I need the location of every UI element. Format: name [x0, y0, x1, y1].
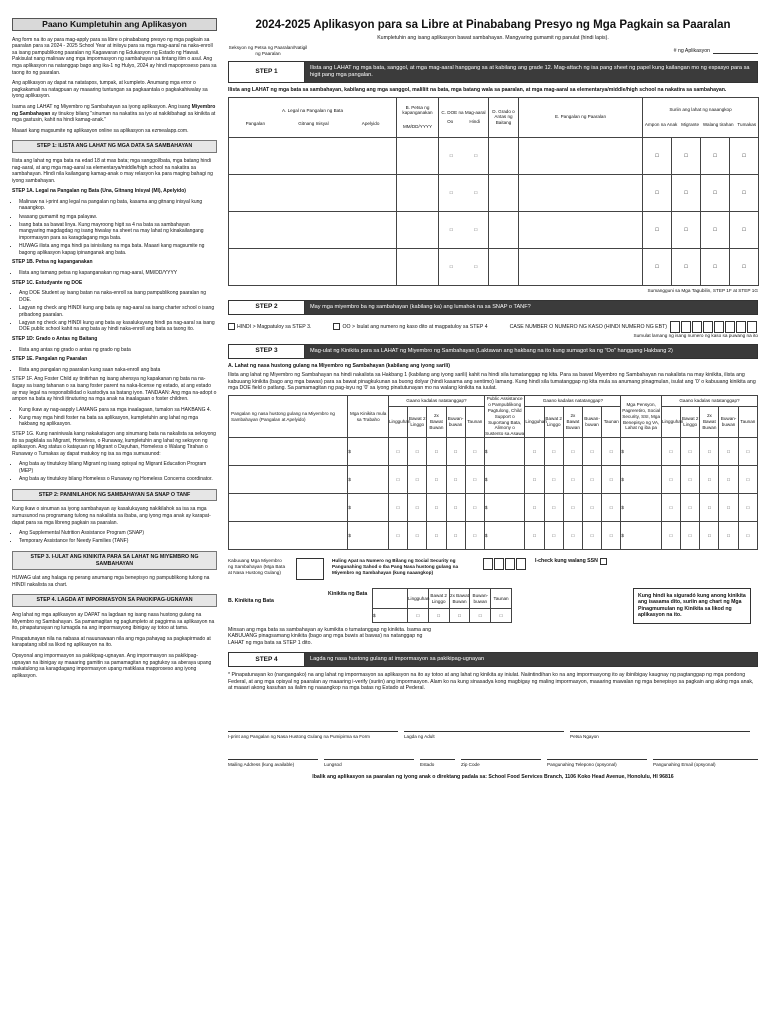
child-income-table: Lingguhan Bawat 2 Linggo 2x Bawat Buwan Buwan-buwan Taunan $ □ □ □ □ □ — [372, 588, 512, 623]
certification-text: * Pinapatunayan ko (nangangako) na ang lahat ng impormasyon sa aplikasyon na ito ay totoo at ang lahat ng kinikita ay iniulat. Naiintindihan ko na ang impormasyong ito ay ibinibigay kaugnay ng pagtanggap ng mga pondong Federal, at ang mga opisyal ng paaralan ay maaaring i-verify (suriin) ang impormasyon. Alam ko na kung sinasadya kong magbigay ng maling impormasyon, maaaring mawalan ng mga benepisyo sa pagkain ang aking mga anak, at maaari akong kasuhan sa ilalim ng naaangkop na mga batas ng Estado at Pederal. — [228, 672, 754, 692]
homeless-checkbox[interactable]: ☐ — [701, 211, 730, 248]
step1g-text: STEP 1G. Kung naniniwala kang nakakatugon ang sinumang bata na nakalista sa seksyong ito sa pagkilala sa Migrant, Homeless, o Runaway, kumpletuhin ang lahat ng seksyon ng aplikasyon. Ang status o katayuan ng Migrant o Dayuhan, Homeless o Walang Tirahan o Runaway o Tumakas ay dapat matukoy ng isa sa mga sumusunod: — [12, 431, 216, 457]
form-title: 2024-2025 Aplikasyon para sa Libre at Pinababang Presyo ng Mga Pagkain sa Paaralan — [255, 19, 731, 31]
step4-text: Opsyonal ang impormasyon sa pakikipag-ugnayan. Ang impormasyon sa pakikipag-ugnayan na ibinigay ay maaaring gamitin sa pamamagitan ng pagtukoy sa aberaya upang makatulong sa karagdagang impormasyon upang matiklasa mapproseso ang iyong aplikasyon. — [12, 652, 212, 679]
freq-yearly: Taunan — [738, 406, 757, 437]
step3a-heading: A. Lahat ng nasa hustong gulang na Miyembro ng Sambahayan (kabilang ang iyong sarili) — [228, 362, 450, 369]
step4-bar — [228, 652, 758, 667]
step1b-list — [19, 270, 217, 277]
migrant-checkbox[interactable]: ☐ — [672, 174, 701, 211]
freq-biweekly: Bawat 2 Linggo — [408, 406, 427, 437]
adult-income-table — [228, 395, 758, 550]
grade-field[interactable] — [489, 248, 519, 285]
doe-yes-checkbox[interactable]: □ — [449, 152, 453, 158]
app-number-field[interactable] — [713, 48, 758, 54]
return-address: Ibalik ang aplikasyon sa paaralan ng iyong anak o direktang padala sa: School Food Services Branch, 1106 Koko Head Avenue, Honolulu, HI 96816 — [312, 774, 674, 781]
pension-income-field[interactable]: $ — [621, 494, 662, 522]
step3a-text: Ilista ang lahat ng Miyembro ng Sambahayan na hindi nakalista sa Hakbang 1 (kabilang ang iyong sarili) kahit na hindi sila tumatanggap ng kita. Para sa bawat Miyembro ng Sambahayan na nakalista na may kinikita, ilista ang kabuuang kinikita (bago ang mga bawas) para sa bawat pinagkukunan sa buong dolyar (hindi kasama ang sentimo) lamang. Kung hindi sila tumatanggap ng kita mula sa anumang pinagmulan, isulat ang '0' o kabuuang kinikita ang mga DOE field o patlang. Sa pamamagitan ng pag-isyu ng '0' sa iyong pinatutunayan mo na walang kinikita na iuulat. — [228, 372, 756, 392]
step2-yes-option[interactable]: OO > Isulat ang numero ng kaso dito at magpatuloy sa STEP 4 — [333, 323, 487, 330]
instructions-column — [12, 18, 217, 683]
office-use-label: Seksyon ng Petsa ng Paaralan/Natigil ng Paaralan — [228, 45, 308, 57]
case-digit-box[interactable] — [736, 321, 746, 333]
adult-name-field[interactable] — [229, 438, 348, 466]
step2-no-option[interactable]: HINDI > Magpatuloy sa STEP 3. — [228, 323, 311, 330]
step1-subtext: Ilista ang LAHAT ng mga bata sa sambahayan, kabilang ang mga sanggol, maliliit na bata, mga batang wala sa paaralan, at mga mag-aaral sa elementarya/middle/high school na nakatira sa sambahayan. — [228, 87, 727, 94]
step4-instruction: Lagda ng nasa hustong gulang at impormasyon sa pakikipag-ugnayan — [305, 653, 757, 666]
step1-header: STEP 1: ILISTA ANG LAHAT NG MGA DATA SA SAMBAHAYAN — [12, 140, 217, 153]
doe-no-checkbox[interactable]: □ — [474, 263, 478, 269]
list-item: • Malinaw na i-print ang legal na pangalan ng bata, kasama ang gitnang inisyal kung naaangkop. — [19, 199, 217, 212]
ssn-digit-box[interactable] — [505, 558, 515, 570]
step1c-heading: STEP 1C. Estudyante ng DOE — [12, 279, 83, 286]
freq-biweekly: Bawat 2 Linggo — [544, 406, 563, 437]
step1a-list — [19, 199, 217, 257]
homeless-checkbox[interactable]: ☐ — [701, 174, 730, 211]
no-ssn-option[interactable]: I-check kung walang SSN — [535, 558, 607, 565]
runaway-checkbox[interactable]: ☐ — [730, 248, 759, 285]
step1-text: Ilista ang lahat ng mga bata na edad 18 at mas bata; mga sanggol/bata, mga batang hindi nag-aaral, at ang mga mag-aaral sa elementarya/middle/high school na nakatira sa sambahayan. Hindi nila kailangang kamag-anak o may relasyon ka para maging bahagi ng iyong sambahayan. — [12, 157, 213, 184]
homeless-checkbox[interactable]: ☐ — [701, 248, 730, 285]
ssn-digit-box[interactable] — [483, 558, 493, 570]
assistance-income-field[interactable]: $ — [484, 522, 525, 550]
migrant-checkbox[interactable]: ☐ — [672, 137, 701, 174]
form-column — [228, 18, 758, 781]
adult-name-field[interactable] — [229, 494, 348, 522]
step3b-heading: B. Kinikita ng Bata — [228, 598, 274, 605]
total-members-field[interactable] — [296, 558, 324, 580]
step3-instruction: Mag-ulat ng Kinikita para sa LAHAT ng Miyembro ng Sambahayan (Laktawan ang hakbang na ito kung sumagot ka ng "Oo" hanggang Hakbang 2) — [305, 345, 757, 358]
doe-no-checkbox[interactable]: □ — [474, 226, 478, 232]
table-row — [229, 248, 759, 285]
step4-label: STEP 4 — [229, 653, 305, 666]
phone-field[interactable]: Pangunahing Telepono (opsyonal) — [547, 759, 647, 768]
step1c-list — [19, 290, 217, 333]
signature-field[interactable]: Lagda ng Adult — [404, 731, 564, 740]
grade-field[interactable] — [489, 137, 519, 174]
grade-field[interactable] — [489, 211, 519, 248]
case-number-label: CASE NUMBER O NUMERO NG KASO (HINDI NUMERO NG EBT) — [509, 323, 667, 330]
foster-checkbox[interactable]: ☐ — [643, 174, 672, 211]
form-subtitle: Kumpletuhin ang isang aplikasyon bawat sambahayan. Mangyaring gumamit ng panulat (hindi lapis). — [377, 35, 609, 41]
list-item: • Ang bata ay tinutukoy bilang Migrant ng isang opisyal ng Migrant Education Program (MEP) — [19, 461, 217, 474]
migrant-checkbox[interactable]: ☐ — [672, 248, 701, 285]
mailing-address-field[interactable]: Mailing Address (kung available) — [228, 759, 318, 768]
children-table — [228, 97, 759, 286]
school-field[interactable] — [519, 137, 643, 174]
instructions-header: Paano Kumpletuhin ang Aplikasyon — [12, 18, 217, 31]
email-field[interactable]: Pangunahing Email (opsyonal) — [653, 759, 758, 768]
step1d-list — [19, 347, 217, 354]
list-item: • Ilista ang tamang petsa ng kapanganakan ng mag-aaral, MM/DD/YYYY — [19, 270, 217, 277]
step3-bar — [228, 344, 758, 359]
doe-no-checkbox[interactable]: □ — [474, 152, 478, 158]
step3-label: STEP 3 — [229, 345, 305, 358]
list-item: • Ang Supplemental Nutrition Assistance Program (SNAP) — [19, 530, 217, 537]
freq-yearly: Taunan — [465, 406, 484, 437]
freq-header: Gaano kadalas natatanggap? — [388, 396, 484, 406]
list-item: • Iwasang gumamit ng mga palayaw. — [19, 214, 217, 221]
intro-paragraph: Isama ang LAHAT ng Miyembro ng Sambahayan sa iyong aplikasyon. Ang isang Miyembro ng Sambahayan ay tinukoy bilang "sinuman na nakatira sa iyo at nakikibahagi sa kinikita at mga gastusin, kahit na hindi kamag-anak." — [12, 103, 216, 124]
freq-header: Gaano kadalas natatanggap? — [661, 396, 757, 406]
zip-field[interactable]: Zip Code — [461, 759, 541, 768]
homeless-checkbox[interactable]: ☐ — [701, 137, 730, 174]
work-income-field[interactable]: $ — [348, 466, 389, 494]
col-legal-name: A. Legal na Pangalan ng Bata Pangalan Gitnang Inisyal Apelyido — [229, 97, 397, 137]
step2-bar — [228, 300, 758, 315]
ssn-digit-box[interactable] — [494, 558, 504, 570]
step4-text: Pinapatunayan nila na nabasa at nauunawaan nila ang mga pahayag sa pagkapirmado at karapatang sibil sa likod ng aplikasyon na ito. — [12, 635, 211, 649]
dob-field[interactable] — [397, 211, 439, 248]
city-field[interactable]: Lungsod — [324, 759, 414, 768]
date-field[interactable]: Petsa Ngayon — [570, 731, 750, 740]
step4-header: STEP 4. LAGDA AT IMPORMASYON SA PAKIKIPAG-UGNAYAN — [12, 594, 217, 607]
col-doe-student: C. DOE na Mag-aaral Oo Hindi — [439, 97, 489, 137]
list-item: • Ilista ang pangalan ng paaralan kung saan naka-enroll ang bata — [19, 367, 217, 374]
name-field[interactable] — [229, 211, 397, 248]
work-income-field[interactable]: $ — [348, 494, 389, 522]
runaway-checkbox[interactable]: ☐ — [730, 174, 759, 211]
income-help-note: Kung hindi ka siguradó kung anong kinikita ang isasama dito, suriin ang chart ng Mga Pinagmumulan ng Kinikita sa likod ng aplikasyon na ito. — [633, 588, 751, 624]
freq-weekly: Lingguhan — [388, 406, 407, 437]
school-field[interactable] — [519, 174, 643, 211]
doe-yes-checkbox[interactable]: □ — [449, 189, 453, 195]
table-row — [229, 211, 759, 248]
col-work-income: Mga Kinikita mula sa Trabaho — [348, 396, 389, 438]
step2-header: STEP 2: PANINILAHOK NG SAMBAHAYAN SA SNAP O TANF — [12, 489, 217, 502]
intro-paragraph: Ang form na ito ay para mag-apply para sa libre o pinababang presyo ng mga pagkain sa paaralan para sa 2024 - 2025 School Year at iniisyu para sa mga mag-aaral na naka-enroll sa isang pampublikong paaralan ng Kagawaran ng Edukasyon ng Estado ng Hawaii. Pakisulat nang malinaw ang mga impormasyon ng sambahayan sa tintang itim o asul. Ang mga aplikasyon na natanggap bago ang ika-1 ng Hulyo, 2024 ay hindi mapoproseso para sa taong ito ng paaralan. — [12, 36, 217, 76]
case-digit-box[interactable] — [714, 321, 724, 333]
list-item: • Lagyan ng check ang HINDI kung ang bata ay nag-aaral sa isang charter school o isang pribadong paaralan. — [19, 305, 217, 318]
table-row — [229, 174, 759, 211]
work-income-field[interactable]: $ — [348, 438, 389, 466]
school-field[interactable] — [519, 211, 643, 248]
pension-income-field[interactable]: $ — [621, 466, 662, 494]
list-item: • Lagyan ng check ang HINDI kung ang bata ay kasalukuyang hindi pa nag-aaral sa isang DOE public school kahit na ang bata ay hindi naka-enroll ang bata sa taong ito. — [19, 320, 217, 333]
step1a-heading: STEP 1A. Legal na Pangalan ng Bata (Una, Gitnang Inisyal (MI), Apelyido) — [12, 188, 186, 195]
case-digit-box[interactable] — [725, 321, 735, 333]
dob-field[interactable] — [397, 248, 439, 285]
table-row: $ □ □ □ □ □ $ □ □ □ □ □ $ □ □ □ □ □ — [229, 522, 758, 550]
list-item: • Kung may mga hindi foster na bata sa aplikasyon, kumpletuhin ang lahat ng mga hakbang ng aplikasyon. — [19, 415, 217, 428]
dob-field[interactable] — [397, 137, 439, 174]
step2-list — [19, 530, 217, 545]
assistance-income-field[interactable]: $ — [484, 438, 525, 466]
assistance-income-field[interactable]: $ — [484, 494, 525, 522]
dob-field[interactable] — [397, 174, 439, 211]
pension-income-field[interactable]: $ — [621, 438, 662, 466]
child-income-label: Kinikita ng Bata — [328, 591, 368, 598]
table-row: $ □ □ □ □ □ $ □ □ □ □ □ $ □ □ □ □ □ — [229, 494, 758, 522]
table-row — [229, 137, 759, 174]
freq-weekly: Lingguhan — [525, 406, 544, 437]
list-item: • Ang bata ay tinutukoy bilang Homeless o Runaway ng Homeless Concerns coordinator. — [19, 476, 217, 483]
app-number-label: # ng Aplikasyon — [673, 48, 710, 55]
intro-paragraph: Maaari kang magsumite ng aplikasyon online sa aplikasyon sa ezmealapp.com. — [12, 127, 189, 134]
list-item: • Kung ikaw ay nag-aapply LAMANG para sa mga inaalagaan, tumalon sa HAKBANG 4. — [19, 407, 217, 414]
step3-header: STEP 3. I-ULAT ANG KINIKITA PARA SA LAHAT NG MIYEMBRO NG SAMBAHAYAN — [12, 551, 217, 570]
list-item: • Ang DOE Student ay isang batan na naka-enroll sa isang pampublikong paaralan ng DOE. — [19, 290, 217, 303]
grade-field[interactable] — [489, 174, 519, 211]
list-item: • Isang bata sa bawat linya. Kung mayroong higit sa 4 na bata sa sambahayan mangyaring magdagdag ng isang hiwalay na sheet na may lahat ng kinakailangang impormasyon para sa karagdagang mga bata. — [19, 222, 217, 242]
step1f-list — [19, 407, 217, 428]
freq-weekly: Lingguhan — [661, 406, 680, 437]
freq-monthly: Buwan-buwan — [719, 406, 738, 437]
doe-no-checkbox[interactable]: □ — [474, 189, 478, 195]
freq-biweekly: Bawat 2 Linggo — [681, 406, 700, 437]
intro-paragraph: Ang aplikasyon ay dapat na natatapos, tumpak, at kumpleto. Anumang mga error o pagkakamali na natagpuan ay maaaring tuntungan sa pagkaantala o pagkakahiwalay sa iyong aplikasyon. — [12, 80, 208, 100]
step2-label: STEP 2 — [229, 301, 305, 314]
step2-no-checkbox[interactable] — [228, 323, 235, 330]
list-item: • Temporary Assistance for Needy Families (TANF) — [19, 538, 217, 545]
foster-checkbox[interactable]: ☐ — [643, 211, 672, 248]
case-digit-box[interactable] — [681, 321, 691, 333]
freq-yearly: Taunan — [602, 406, 621, 437]
step1-bar — [228, 61, 758, 83]
child-income-field[interactable]: $ — [373, 609, 408, 623]
signer-name-field[interactable]: I-print ang Pangalan ng Nasa Hustong Gulang na Pumipirma sa Form — [228, 731, 398, 740]
col-adult-name: Pangalan ng nasa hustong gulang na Miyembro ng Sambahayan (Pangalan at Apelyido) — [229, 396, 348, 438]
foster-checkbox[interactable]: ☐ — [643, 137, 672, 174]
name-field[interactable] — [229, 174, 397, 211]
col-pension-income: Mga Pensyon, Pagreretiro, Social Security, SSI, Mga Benepisyo ng VA, Lahat ng iba pa — [621, 396, 662, 438]
step1-label: STEP 1 — [229, 62, 305, 82]
ssn-digit-box[interactable] — [516, 558, 526, 570]
freq-header: Gaano kadalas natatanggap? — [525, 396, 621, 406]
freq-twice-monthly: 2x Bawat Buwan — [563, 406, 582, 437]
application-number — [674, 48, 758, 54]
step3b-text: Minsan ang mga bata sa sambahayan ay kumikita o tumatanggap ng kinikita. Isama ang KABUUANG pinagsamang kinikita (bago ang mga buwis at bawas) na natanggap ng LAHAT ng mga bata sa STEP 1 dito. — [228, 627, 432, 646]
step2-question: May mga miyembro ba ng sambahayan (kabilang ka) ang lumahok na sa SNAP o TANF? — [305, 301, 757, 314]
col-dob: B. Petsa ng kapanganakan MM/DD/YYYY — [397, 97, 439, 137]
pension-income-field[interactable]: $ — [621, 522, 662, 550]
work-income-field[interactable]: $ — [348, 522, 389, 550]
freq-twice-monthly: 2x Bawat Buwan — [700, 406, 719, 437]
school-field[interactable] — [519, 248, 643, 285]
total-members-label: Kabuuang Mga Miyembro ng Sambahayan (Mga Bata at Nasa Hustong Gulang) — [228, 558, 286, 576]
step1d-heading: STEP 1D: Grado o Antas ng Baitang — [12, 335, 98, 342]
assistance-income-field[interactable]: $ — [484, 466, 525, 494]
ssn-label: Huling Apat na Numero ng Bilang ng Social Security ng Pangunahing Sahod o Iba Pang Nasa hustong gulang na Miyembro ng Sambahayan (kung naaangkop) — [332, 558, 459, 576]
case-digit-box[interactable] — [692, 321, 702, 333]
foster-checkbox[interactable]: ☐ — [643, 248, 672, 285]
step2-text: Kung ikaw o sinuman sa iyong sambahayan ay kasalukuyang nakikilahok sa isa sa mga sumusunod na programang tulong na nakalista sa ibaba, ang iyong mga anak ay karapat-dapat para sa mga libreng pagkain sa paaralan. — [12, 506, 211, 526]
col-school: E. Pangalan ng Paaralan — [519, 97, 643, 137]
freq-twice-monthly: 2x Bawat Buwan — [427, 406, 446, 437]
step1g-list — [19, 461, 217, 482]
step1e-heading: STEP 1E. Pangalan ng Paaralan — [12, 356, 88, 363]
case-digit-box[interactable] — [747, 321, 757, 333]
case-number — [510, 321, 758, 333]
freq-monthly: Buwan-buwan — [582, 406, 601, 437]
doe-yes-checkbox[interactable]: □ — [449, 226, 453, 232]
table-row: $ □ □ □ □ □ $ □ □ □ □ □ $ □ □ □ □ □ — [229, 438, 758, 466]
adult-name-field[interactable] — [229, 466, 348, 494]
state-field[interactable]: Estado — [420, 759, 455, 768]
no-ssn-checkbox[interactable] — [600, 558, 607, 565]
step3-text: HUWAG ulat ang halaga ng perang anumang mga benepisyo ng pampublikong tulong na HINDI nakalista sa chart. — [12, 575, 210, 588]
runaway-checkbox[interactable]: ☐ — [730, 137, 759, 174]
migrant-checkbox[interactable]: ☐ — [672, 211, 701, 248]
adult-name-field[interactable] — [229, 522, 348, 550]
list-item: • HUWAG ilista ang mga hindi pa isinisilang na mga bata. Maaari kang magsumite ng bagong aplikasyon kapag ipinanganak ang bata. — [19, 243, 217, 256]
ssn-field — [483, 558, 527, 570]
step1-note: Sumangguni sa Mga Tagubilin, STEP 1F at STEP 1G — [647, 287, 758, 293]
table-row: $ □ □ □ □ □ $ □ □ □ □ □ $ □ □ □ □ □ — [229, 466, 758, 494]
runaway-checkbox[interactable]: ☐ — [730, 211, 759, 248]
case-digit-box[interactable] — [670, 321, 680, 333]
step1f-text: STEP 1F. Ang Foster Child ay tinitirhan ng isang ahensya ng kapakanan ng bata na na-ilagay sa isang tahanan o sa isang foster parent na naka-license ng estado, at ang estado ay may legal na responsibilidad o kustodiya sa batang iyon. TANDAAN: Ang mga na-adopt o ampon na bata ay hindi itinuturing na mga anak na inaalagaan o foster children. — [12, 376, 217, 403]
step4-text: Ang lahat ng mga aplikasyon ay DAPAT na lagdaan ng isang nasa hustong gulang na Miyembro ng Sambahayan. Sa pamamagitan ng paglumpleto at paggirma sa aplikasyon na ito, pinapatunayan ng lumagda na ang impormasyong ibinigay ay totoo at tama. — [12, 611, 215, 632]
name-field[interactable] — [229, 248, 397, 285]
col-check-all: Suriin ang lahat ng naaangkop Ampon na Anak Migrante Walang tirahan Tumakas — [643, 97, 759, 137]
case-digit-box[interactable] — [703, 321, 713, 333]
step1b-heading: STEP 1B. Petsa ng kapanganakan — [12, 259, 93, 266]
step1-instruction: Ilista ang LAHAT ng mga bata, sanggol, at mga mag-aaral hanggang sa at kabilang ang grade 12. Mag-attach ng isa pang sheet ng papel kung kailangan mo ng espasyo para sa higit pang mga pangalan. — [305, 62, 757, 82]
col-assistance-income: Public Assistance o Pampublikong Pagtulong, Child Support o Suportang Bata, Alimony o Sustento sa Asawa — [485, 396, 525, 437]
step1e-list — [19, 367, 217, 374]
name-field[interactable] — [229, 137, 397, 174]
col-grade: D. Grado o Antas ng Baitang — [489, 97, 519, 137]
freq-monthly: Buwan-buwan — [446, 406, 465, 437]
case-number-note: Sumulat lamang ng isang numero ng kaso sa puwang na ito — [633, 332, 758, 338]
list-item: • Ilista ang antas ng grado o antas ng grado ng bata — [19, 347, 217, 354]
doe-yes-checkbox[interactable]: □ — [449, 263, 453, 269]
step2-yes-checkbox[interactable] — [333, 323, 340, 330]
